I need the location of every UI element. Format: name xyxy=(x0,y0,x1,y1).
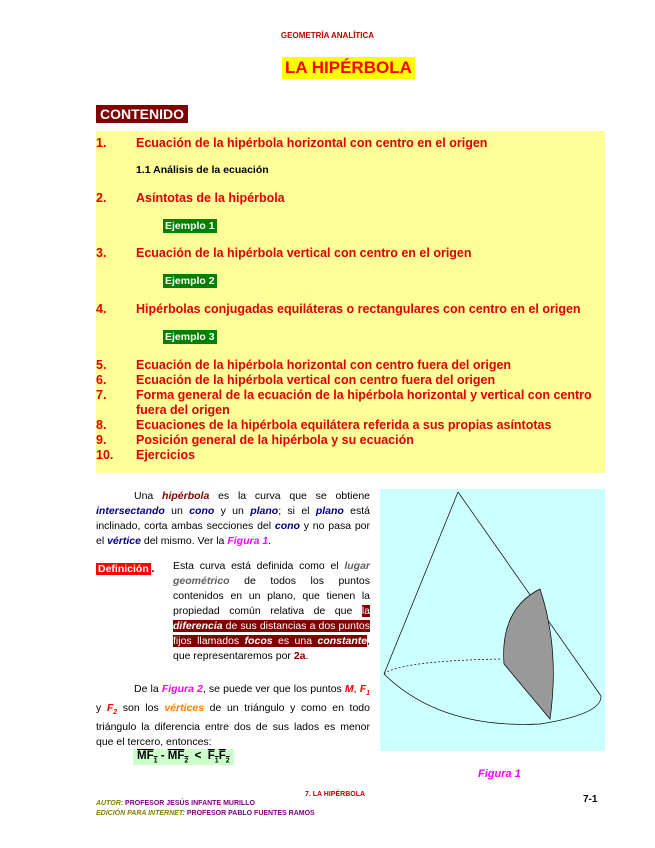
figure-1-link[interactable]: Figura 1 xyxy=(227,535,269,547)
toc-subitem-1-1[interactable]: 1.1 Análisis de la ecuación xyxy=(136,164,269,176)
table-of-contents: 1. Ecuación de la hipérbola horizontal con centro en el origen 1.1 Análisis de la ecuación 2. Asíntotas de la hipérbola Ejemplo 1 3. Ecuación de la hipérbola vertical con centro en el origen Ejemplo 2 4. Hipérbolas conjugadas equiláteras o rectangulares con centro en el origen Ejemplo 3 5. Ecuación de la hipérbola horizontal con centro fuera del origen 6. Ecuación de la hipérbola vertical con centro fuera del origen 7. Forma general de la ecuación de la hipérbola horizontal y vertical con centro fuera del origen 8. Ecuaciones de la hipérbola equilátera referida a sus propias asíntotas 9. Posición general de la hipérbola y su ecuación 10. Ejercicios xyxy=(96,131,605,473)
page-number: 7-1 xyxy=(583,794,598,805)
definition-paragraph: Esta curva está definida como el lugar geométrico de todos los puntos contenidos en un plano, que tienen la propiedad común relativa de que la diferencia de sus distancias a dos puntos fijos llamados focos es una constante, que representaremos por 2a. xyxy=(173,560,370,662)
figure-2-link[interactable]: Figura 2 xyxy=(161,683,203,695)
contents-heading: CONTENIDO xyxy=(96,105,188,123)
page-header: GEOMETRÍA ANALÍTICA xyxy=(280,31,375,40)
example-3-link[interactable]: Ejemplo 3 xyxy=(165,331,215,343)
footer-author: AUTOR: PROFESOR JESÚS INFANTE MURILLO xyxy=(96,800,255,807)
inequality-formula: $MF_1 - MF_2 < F_1F_2$ xyxy=(133,749,234,765)
footer-chapter: 7. LA HIPÉRBOLA xyxy=(305,791,366,798)
definition-label: Definición . xyxy=(98,559,156,576)
figure-1-caption: Figura 1 xyxy=(478,768,521,780)
figure-2-paragraph: De la Figura 2, se puede ver que los puntos M, $F_1$ y $F_2$ son los vértices de un triángulo y como en todo triángulo la diferencia entre dos de sus lados es menor que el tercero, entonces: xyxy=(96,683,371,749)
page-title: LA HIPÉRBOLA xyxy=(282,57,415,79)
footer-edition: EDICIÓN PARA INTERNET: PROFESOR PABLO FUENTES RAMOS xyxy=(96,810,315,817)
intro-paragraph: Una hipérbola es la curva que se obtiene intersectando un cono y un plano; si el plano está inclinado, corta ambas secciones del cono y no pasa por el vértice del mismo. Ver la Figura 1. xyxy=(96,490,370,547)
example-1-link[interactable]: Ejemplo 1 xyxy=(165,220,215,232)
cone-hyperbola-figure xyxy=(380,489,605,751)
figure-1 xyxy=(380,489,605,751)
example-2-link[interactable]: Ejemplo 2 xyxy=(165,275,215,287)
